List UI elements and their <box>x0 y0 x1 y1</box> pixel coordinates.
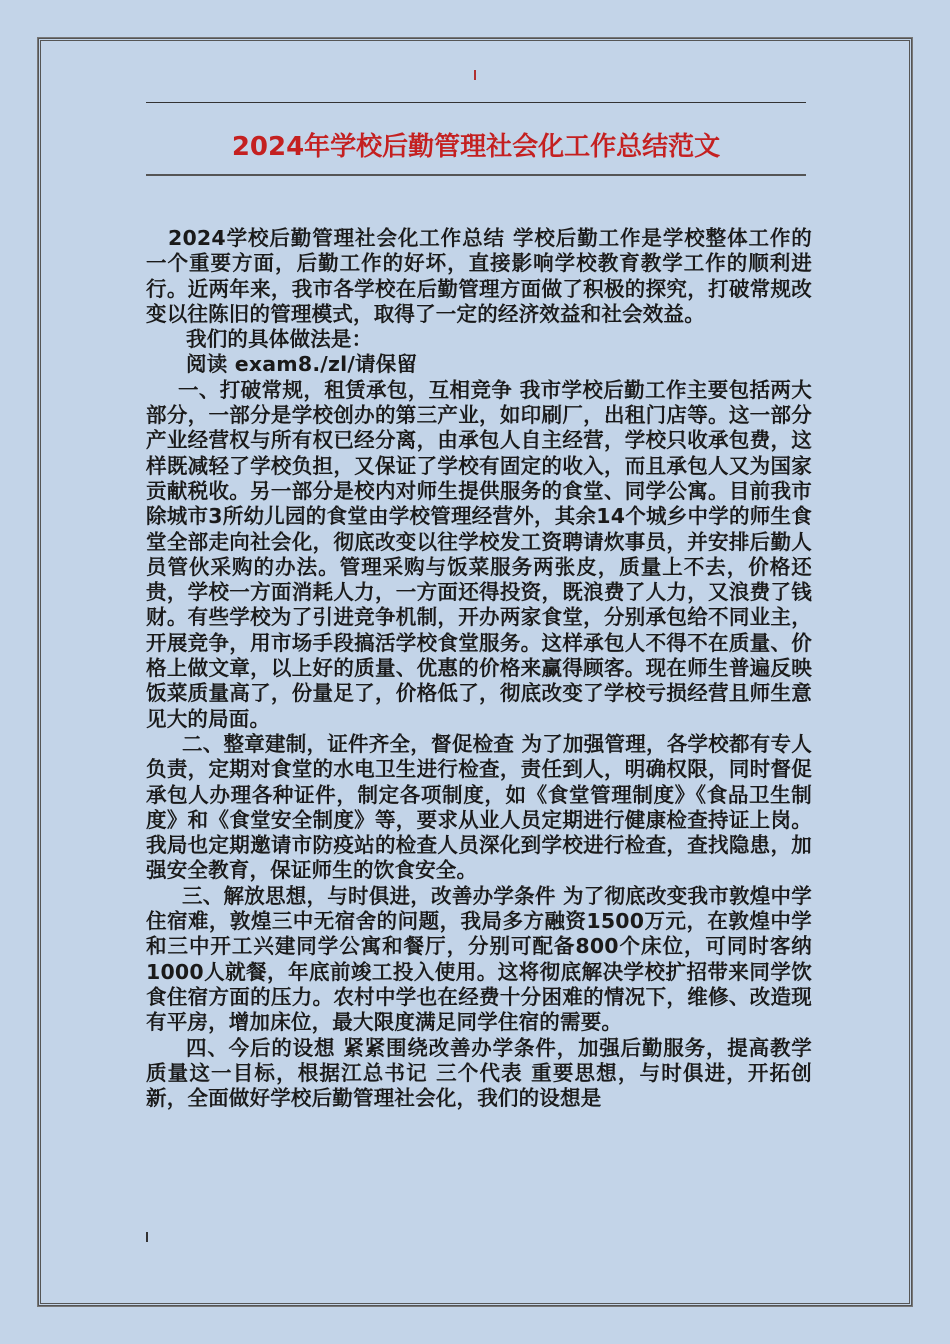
paragraph-intro: 2024学校后勤管理社会化工作总结 学校后勤工作是学校整体工作的一个重要方面，后勤工作的好坏，直接影响学校教育教学工作的顺利进行。近两年来，我市各学校在后勤管理方面做了积极的探究，打破常规改变以往陈旧的管理模式，取得了一定的经济效益和社会效益。 <box>146 226 812 326</box>
paragraph-section-3: 三、解放思想，与时俱进，改善办学条件 为了彻底改变我市敦煌中学住宿难，敦煌三中无宿舍的问题，我局多方融资1500万元，在敦煌中学和三中开工兴建同学公寓和餐厅，分别可配备800个床位，可同时客纳1000人就餐，年底前竣工投入使用。这将彻底解决学校扩招带来同学饮食住宿方面的压力。农村中学也在经费十分困难的情况下，维修、改造现有平房，增加床位，最大限度满足同学住宿的需要。 <box>146 883 812 1035</box>
paragraph-read-note: 阅读 exam8./zl/请保留 <box>186 352 418 377</box>
paragraph-section-4: 四、今后的设想 紧紧围绕改善办学条件，加强后勤服务，提高教学质量这一目标，根据江总书记 三个代表 重要思想，与时俱进，开拓创新，全面做好学校后勤管理社会化，我们的设想是 <box>146 1035 812 1111</box>
title-rule <box>146 174 806 176</box>
header-mark <box>474 70 476 80</box>
paragraph-section-1: 一、打破常规，租赁承包，互相竞争 我市学校后勤工作主要包括两大部分，一部分是学校创办的第三产业，如印刷厂，出租门店等。这一部分产业经营权与所有权已经分离，由承包人自主经营，学校只收承包费，这样既减轻了学校负担，又保证了学校有固定的收入，而且承包人又为国家贡献税收。另一部分是校内对师生提供服务的食堂、同学公寓。目前我市除城市3所幼儿园的食堂由学校管理经营外，其余14个城乡中学的师生食堂全部走向社会化，彻底改变以往学校发工资聘请炊事员，并安排后勤人员管伙采购的办法。管理采购与饭菜服务两张皮，质量上不去，价格还贵，学校一方面消耗人力，一方面还得投资，既浪费了人力，又浪费了钱财。有些学校为了引进竞争机制，开办两家食堂，分别承包给不同业主，开展竞争，用市场手段搞活学校食堂服务。这样承包人不得不在质量、价格上做文章，以上好的质量、优惠的价格来赢得顾客。现在师生普遍反映饭菜质量高了，份量足了，价格低了，彻底改变了学校亏损经营且师生意见大的局面。 <box>146 377 812 731</box>
header-rule <box>146 102 806 103</box>
document-title: 2024年学校后勤管理社会化工作总结范文 <box>231 132 721 162</box>
document-body <box>146 226 812 1111</box>
paragraph-section-2: 二、整章建制，证件齐全，督促检查 为了加强管理，各学校都有专人负责，定期对食堂的水电卫生进行检查，责任到人，明确权限，同时督促承包人办理各种证件，制定各项制度，如《食堂管理制度》《食品卫生制度》和《食堂安全制度》等，要求从业人员定期进行健康检查持证上岗。我局也定期邀请市防疫站的检查人员深化到学校进行检查，查找隐患，加强安全教育，保证师生的饮食安全。 <box>146 731 812 883</box>
paragraph-approach: 我们的具体做法是： <box>186 327 373 352</box>
footer-mark <box>146 1232 148 1242</box>
